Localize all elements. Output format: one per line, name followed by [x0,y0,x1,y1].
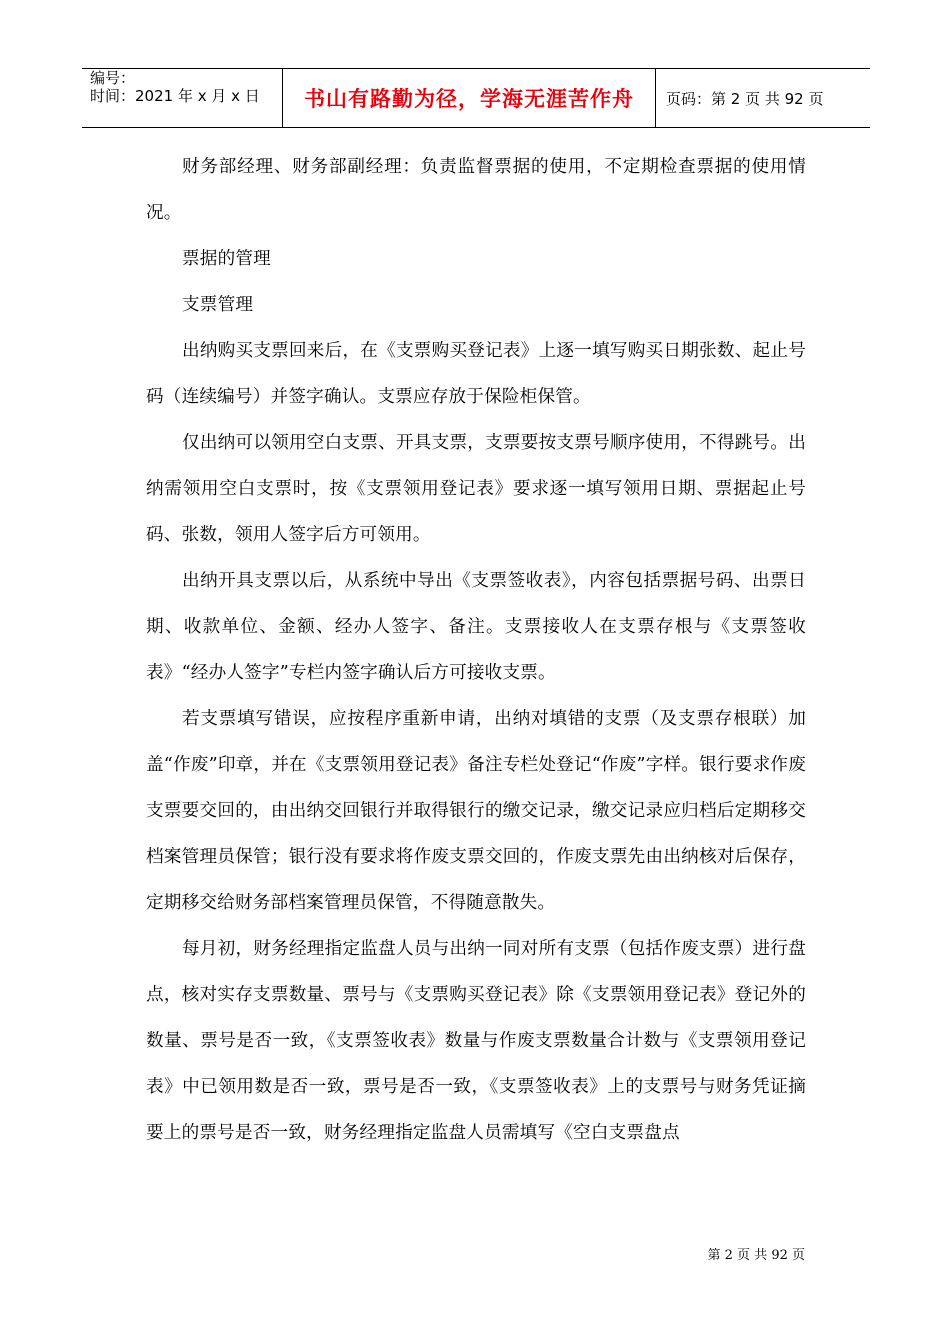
header-meta-cell [82,69,282,127]
page-footer: 第 2 页 共 92 页 [707,1248,805,1263]
document-body [146,144,806,1156]
time-label: 时间：2021 年 x 月 x 日 [90,87,260,105]
paragraph: 每月初，财务经理指定监盘人员与出纳一同对所有支票（包括作废支票）进行盘点，核对实存支票数量、票号与《支票购买登记表》除《支票领用登记表》登记外的数量、票号是否一致，《支票签收表》数量与作废支票数量合计数与《支票领用登记表》中已领用数是否一致，票号是否一致，《支票签收表》上的支票号与财务凭证摘要上的票号是否一致，财务经理指定监盘人员需填写《空白支票盘点 [146,939,806,1143]
header-page-cell [656,69,870,127]
paragraph: 财务部经理、财务部副经理：负责监督票据的使用，不定期检查票据的使用情况。 [146,157,806,223]
section-heading: 票据的管理 [182,249,271,269]
paragraph: 出纳开具支票以后，从系统中导出《支票签收表》，内容包括票据号码、出票日期、收款单位、金额、经办人签字、备注。支票接收人在支票存根与《支票签收表》“经办人签字”专栏内签字确认后方可接收支票。 [146,571,806,683]
subsection-heading: 支票管理 [182,295,254,315]
paragraph: 仅出纳可以领用空白支票、开具支票，支票要按支票号顺序使用，不得跳号。出纳需领用空白支票时，按《支票领用登记表》要求逐一填写领用日期、票据起止号码、张数，领用人签字后方可领用。 [146,433,806,545]
header-motto-cell [282,69,656,127]
serial-number-label: 编号： [90,69,136,87]
paragraph: 若支票填写错误，应按程序重新申请，出纳对填错的支票（及支票存根联）加盖“作废”印章，并在《支票领用登记表》备注专栏处登记“作废”字样。银行要求作废支票要交回的，由出纳交回银行并取得银行的缴交记录，缴交记录应归档后定期移交档案管理员保管；银行没有要求将作废支票交回的，作废支票先由出纳核对后保存，定期移交给财务部档案管理员保管，不得随意散失。 [146,709,806,913]
paragraph: 出纳购买支票回来后，在《支票购买登记表》上逐一填写购买日期张数、起止号码（连续编号）并签字确认。支票应存放于保险柜保管。 [146,341,806,407]
page-code: 页码：第 2 页 共 92 页 [666,89,824,108]
motto-text: 书山有路勤为径，学海无涯苦作舟 [304,87,634,111]
page-header [82,68,870,128]
